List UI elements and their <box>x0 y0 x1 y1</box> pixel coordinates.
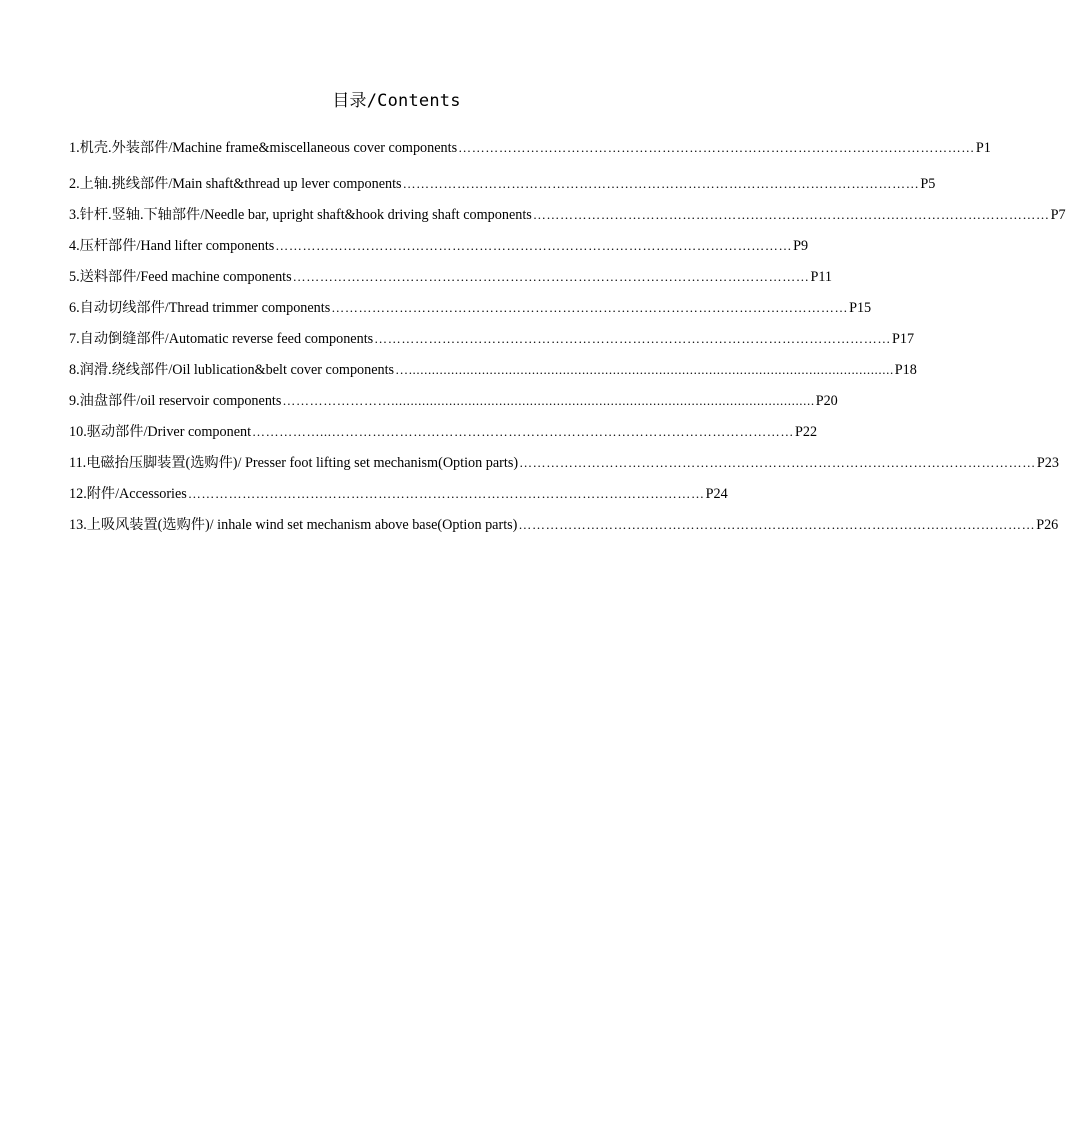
toc-entry-label: 2.上轴.挑线部件/Main shaft&thread up lever components <box>69 175 402 192</box>
toc-entry-label: 9.油盘部件/oil reservoir components <box>69 392 282 409</box>
toc-dot-leader: …………………………………………………………………………………………………… <box>402 175 920 191</box>
toc-entry-page: P24 <box>705 485 728 502</box>
toc-entry[interactable] <box>69 509 1059 540</box>
toc-list <box>69 131 1066 540</box>
toc-dot-leader: …………………………………………………………………………………………………… <box>331 299 849 315</box>
toc-dot-leader: …………………………………………………………………………………………………… <box>519 454 1036 470</box>
toc-entry-label: 7.自动倒缝部件/Automatic reverse feed components <box>69 330 374 347</box>
toc-title: 目录/Contents <box>332 91 461 111</box>
toc-dot-leader: …………………………………………………………………………………………………… <box>374 330 891 346</box>
toc-entry-label: 6.自动切线部件/Thread trimmer components <box>69 299 331 316</box>
toc-entry[interactable] <box>69 354 917 385</box>
toc-entry-label: 4.压杆部件/Hand lifter components <box>69 237 275 254</box>
toc-entry[interactable] <box>69 131 991 164</box>
toc-entry-page: P17 <box>891 330 915 347</box>
toc-entry-page: P9 <box>793 237 809 254</box>
toc-entry-label: 12.附件/Accessories <box>69 485 187 502</box>
toc-entry-page: P18 <box>894 361 917 378</box>
toc-entry-label: 8.润滑.绕线部件/Oil lublication&belt cover components <box>69 361 395 378</box>
toc-entry-page: P11 <box>810 268 832 285</box>
toc-entry[interactable] <box>69 261 832 292</box>
toc-entry[interactable] <box>69 230 809 261</box>
toc-dot-leader: …………………………………………………………………………………………………… <box>292 268 810 284</box>
toc-dot-leader: ……………...………………………………………………………………………………………… <box>252 423 794 439</box>
toc-entry[interactable] <box>69 447 1059 478</box>
toc-entry[interactable] <box>69 478 728 509</box>
toc-entry-page: P26 <box>1036 516 1059 533</box>
toc-dot-leader: …………………………………………………………………………………………………… <box>458 139 975 155</box>
toc-entry[interactable] <box>69 168 936 199</box>
toc-dot-leader: …………………………………………………………………………………………………… <box>518 516 1036 532</box>
toc-entry-page: P7 <box>1050 206 1066 223</box>
toc-entry-page: P23 <box>1036 454 1059 471</box>
toc-entry[interactable] <box>69 323 915 354</box>
toc-entry-label: 1.机壳.外装部件/Machine frame&miscellaneous cover components <box>69 139 458 156</box>
toc-entry[interactable] <box>69 199 1066 230</box>
toc-entry-page: P5 <box>920 175 936 192</box>
toc-entry-label: 5.送料部件/Feed machine components <box>69 268 292 285</box>
toc-dot-leader: …………………………………………………………………………………………………… <box>187 485 705 501</box>
toc-dot-leader: …………………………………………………………………………………………………… <box>275 237 793 253</box>
toc-dot-leader: …………………………………………………………………………………………………… <box>532 206 1050 222</box>
toc-entry-label: 3.针杆.竖轴.下轴部件/Needle bar, upright shaft&hook driving shaft components <box>69 206 532 223</box>
toc-entry-label: 13.上吸风装置(选购件)/ inhale wind set mechanism above base(Option parts) <box>69 516 518 533</box>
toc-dot-leader: ….............................................................................................................................. <box>395 361 894 377</box>
toc-entry-page: P20 <box>815 392 838 409</box>
toc-entry-label: 10.驱动部件/Driver component <box>69 423 252 440</box>
toc-entry-page: P22 <box>795 423 818 440</box>
toc-entry[interactable] <box>69 385 838 416</box>
toc-entry[interactable] <box>69 292 872 323</box>
toc-entry[interactable] <box>69 416 818 447</box>
toc-entry-label: 11.电磁抬压脚装置(选购件)/ Presser foot lifting set mechanism(Option parts) <box>69 454 519 471</box>
toc-entry-page: P1 <box>975 139 991 156</box>
toc-entry-page: P15 <box>849 299 872 316</box>
toc-dot-leader: …………………….............................................................................................................. <box>282 392 815 408</box>
